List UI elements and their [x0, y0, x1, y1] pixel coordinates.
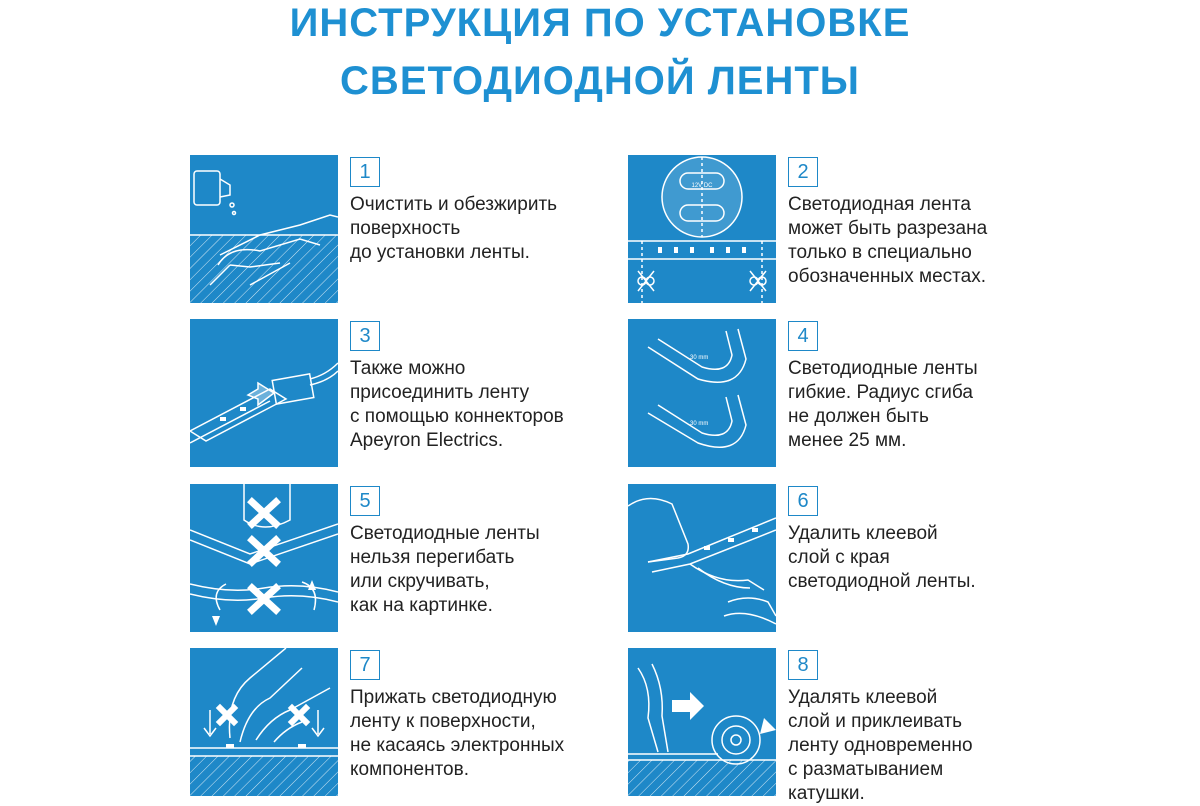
bend-radius-icon	[628, 319, 776, 467]
step-6	[628, 484, 1058, 634]
step-description: Удалять клеевой слой и приклеивать ленту одновременно с разматыванием катушки.	[788, 687, 973, 804]
step-number: 7	[350, 650, 380, 680]
step-description: Также можно присоединить ленту с помощью коннекторов Apeyron Electrics.	[350, 358, 564, 451]
step-8	[628, 648, 1058, 804]
step-7	[190, 648, 620, 798]
press-strip-icon	[190, 648, 338, 796]
title-line-1: ИНСТРУКЦИЯ ПО УСТАНОВКЕ	[289, 1, 911, 45]
step-description: Очистить и обезжирить поверхность до установки ленты.	[350, 194, 558, 263]
step-number: 3	[350, 321, 380, 351]
peel-adhesive-icon	[628, 484, 776, 632]
step-number: 2	[788, 157, 818, 187]
connector-icon	[190, 319, 338, 467]
step-description: Светодиодная лента может быть разрезана только в специально обозначенных местах.	[788, 194, 988, 287]
step-number: 4	[788, 321, 818, 351]
radius-label-top: 30 mm	[690, 355, 709, 361]
step-1	[190, 155, 620, 305]
title-line-2: СВЕТОДИОДНОЙ ЛЕНТЫ	[340, 59, 860, 103]
step-number: 1	[350, 157, 380, 187]
page-title	[0, 0, 1200, 108]
step-number: 6	[788, 486, 818, 516]
step-number: 8	[788, 650, 818, 680]
cut-marks-icon	[628, 155, 776, 303]
step-5	[190, 484, 620, 634]
step-description: Светодиодные ленты гибкие. Радиус сгиба не должен быть менее 25 мм.	[788, 358, 978, 451]
step-description: Прижать светодиодную ленту к поверхности, не касаясь электронных компонентов.	[350, 687, 565, 780]
step-description: Светодиодные ленты нельзя перегибать или скручивать, как на картинке.	[350, 523, 540, 616]
step-3	[190, 319, 620, 469]
step-2	[628, 155, 1058, 305]
voltage-label: 12V DC	[691, 183, 713, 189]
radius-label-bottom: 30 mm	[690, 421, 709, 427]
unwind-reel-icon	[628, 648, 776, 796]
step-number: 5	[350, 486, 380, 516]
no-twist-icon	[190, 484, 338, 632]
cleaning-surface-icon	[190, 155, 338, 303]
step-description: Удалить клеевой слой с края светодиодной ленты.	[788, 523, 976, 592]
step-4	[628, 319, 1058, 469]
